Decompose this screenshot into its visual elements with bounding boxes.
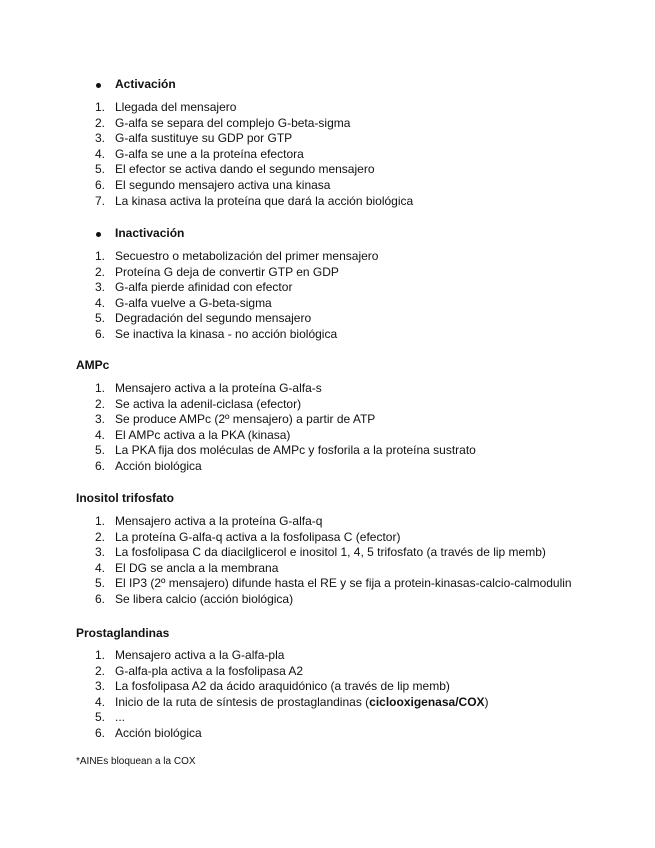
activacion-heading-text: Activación [115,77,176,91]
ampc-heading: AMPc [76,358,110,372]
inositol-heading: Inositol trifosfato [76,491,174,505]
bullet-dot-icon [96,232,101,237]
document-page: Activación 1. Llegada del mensajero 2. G-alfa se separa del complejo G-beta-sigma 3. G-alfa sustituye su GDP por GTP 4. G-alfa se une a la proteína efectora 5. El efector se activa dando el segundo mensajero 6. El segundo mensajero activa una kinasa 7. La kinasa activa la proteína que dará la acción biológica Inactivación 1. Secuestro o metabolización del primer mensajero 2. Proteína G deja de convertir GTP en GDP 3. G-alfa pierde afinidad con efector 4. G-alfa vuelve a G-beta-sigma 5. Degradación del segundo mensajero 6. Se inactiva la kinasa - no acción biológica AMPc 1. Mensajero activa a la proteína G-alfa-s 2. Se activa la adenil-ciclasa (efector) 3. Se produce AMPc (2º mensajero) a partir de ATP 4. El AMPc activa a la PKA (kinasa) 5. La PKA fija dos moléculas de AMPc y fosforila a la proteína sustrato 6. Acción biológica Inositol trifosfato 1. Mensajero activa a la proteína G-alfa-q 2. La proteína G-alfa-q activa a la fosfolipasa C (efector) 3. La fosfolipasa C da diacilglicerol e inositol 1, 4, 5 trifosfato (a través de lip memb) 4. El DG se ancla a la membrana 5. El IP3 (2º mensajero) difunde hasta el RE y se fija a protein-kinasas-calcio-calmodulin 6. Se libera calcio (acción biológica) Prostaglandinas 1. Mensajero activa a la G-alfa-pla 2. G-alfa-pla activa a la fosfolipasa A2 3. La fosfolipasa A2 da ácido araquidónico (a través de lip memb) 4. Inicio de la ruta de síntesis de prostaglandinas (ciclooxigenasa/COX) 5. ... 6. Acción biológica *AINEs bloquean a la COX [76,77,572,767]
bullet-dot-icon [96,83,101,88]
prostaglandinas-heading: Prostaglandinas [76,626,170,640]
footnote: *AINEs bloquean a la COX [76,756,196,767]
cox-emphasis: ciclooxigenasa/COX [369,694,485,709]
inactivacion-heading-text: Inactivación [115,226,185,240]
